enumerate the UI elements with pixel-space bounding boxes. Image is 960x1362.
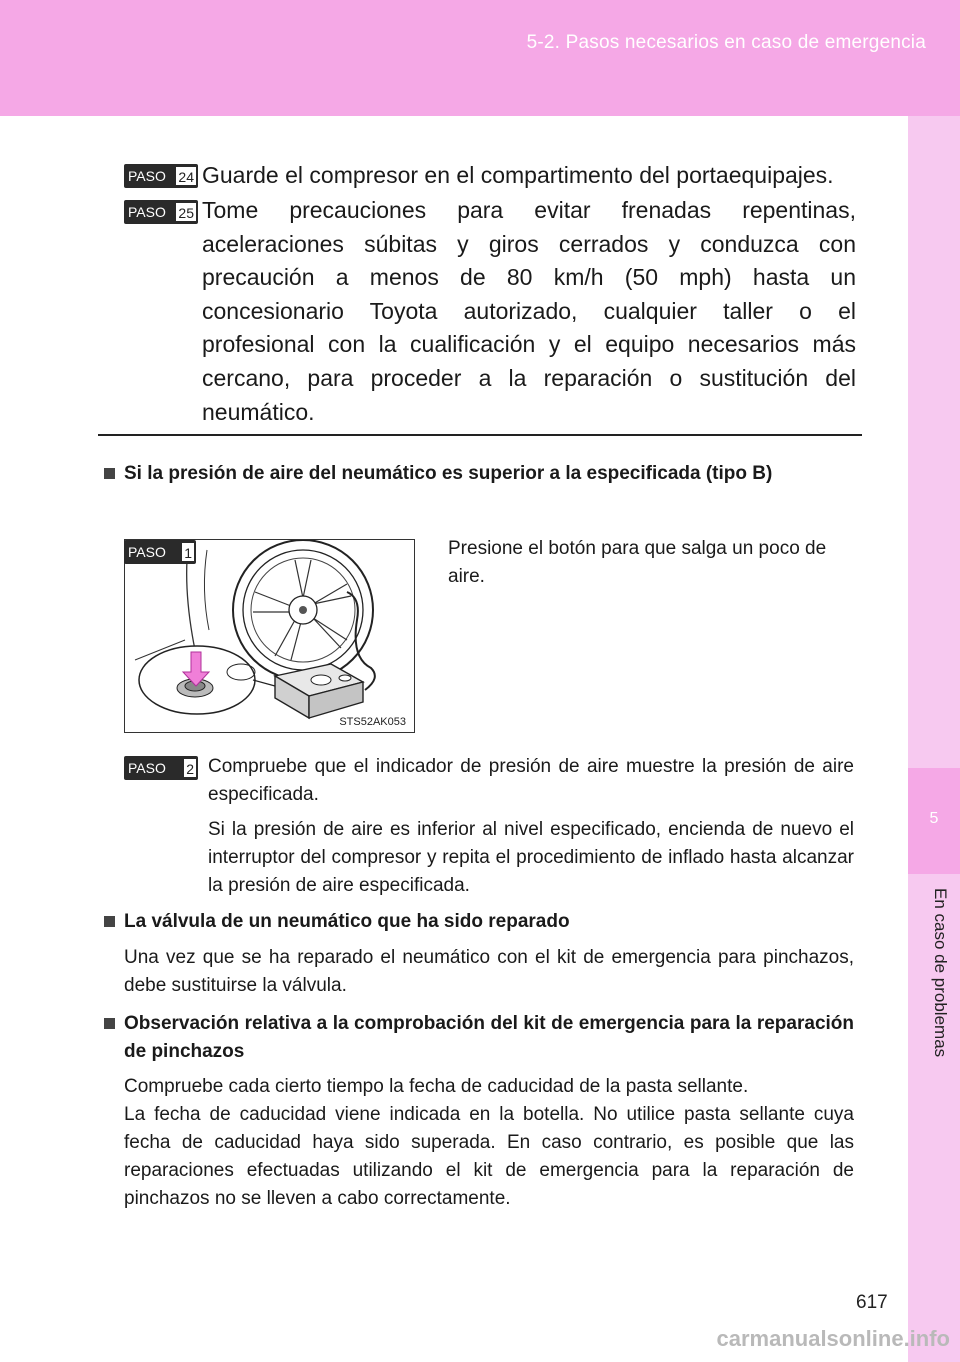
step-badge-label: PASO [128, 544, 166, 560]
page-header [0, 0, 960, 116]
figure-code: STS52AK053 [339, 716, 406, 728]
section-divider [98, 434, 862, 436]
step-badge-number: 24 [175, 166, 197, 186]
step-badge-number: 2 [183, 758, 197, 778]
bullet-square [104, 1018, 115, 1029]
bullet-square [104, 468, 115, 479]
valve-text: Una vez que se ha reparado el neumático con el kit de emergencia para pinchazos, debe sustituirse la válvula. [124, 947, 854, 996]
step-badge-number: 1 [181, 542, 195, 562]
chapter-number: 5 [929, 810, 939, 827]
step-24-text: Guarde el compresor en el compartimento del portaequipajes. [202, 162, 834, 188]
step-1-text: Presione el botón para que salga un poco de aire. [448, 538, 827, 587]
step-badge-label: PASO [128, 168, 166, 184]
step-badge-label: PASO [128, 760, 166, 776]
step-2-text: Compruebe que el indicador de presión de aire muestre la presión de aire especificada. [208, 756, 854, 805]
check-text: La fecha de caducidad viene indicada en la botella. No utilice pasta sellante cuya fecha de caducidad haya sido superada. En caso contrario, es posible que las reparaciones efectuadas utilizando el kit de emergencia para la reparación de pinchazos no se lleven a cabo correctamente. [124, 1104, 854, 1209]
tire-compressor-drawing [125, 540, 415, 733]
step-badge-25 [124, 200, 198, 224]
chapter-sidebar [908, 116, 960, 1362]
step-badge-24 [124, 164, 198, 188]
section-title: 5-2. Pasos necesarios en caso de emergencia [526, 32, 926, 53]
section-b-heading: Si la presión de aire del neumático es superior a la especificada (tipo B) [124, 463, 773, 484]
check-line1: Compruebe cada cierto tiempo la fecha de caducidad de la pasta sellante. [124, 1076, 749, 1097]
valve-heading: La válvula de un neumático que ha sido reparado [124, 911, 570, 932]
check-heading: Observación relativa a la comprobación del kit de emergencia para la reparación de pinchazos [124, 1013, 854, 1062]
chapter-label: En caso de problemas [931, 888, 950, 1058]
step-25-text: Tome precauciones para evitar frenadas repentinas, aceleraciones súbitas y giros cerrados y conduzca con precaución a menos de 80 km/h (50 mph) hasta un concesionario Toyota autorizado, cualquier taller o el profesional con la cualificación y el equipo necesarios más cercano, para proceder a la reparación o sustitución del neumático. [202, 197, 856, 425]
compressor-illustration [124, 539, 415, 733]
step-badge-label: PASO [128, 204, 166, 220]
step-badge-2 [124, 756, 198, 780]
step-badge-number: 25 [175, 202, 197, 222]
step-badge-1 [124, 540, 196, 564]
watermark: carmanualsonline.info [716, 1326, 950, 1351]
bullet-square [104, 916, 115, 927]
page-number: 617 [856, 1292, 888, 1313]
step-2-note: Si la presión de aire es inferior al nivel especificado, encienda de nuevo el interruptor del compresor y repita el procedimiento de inflado hasta alcanzar la presión de aire especificada. [208, 819, 854, 896]
